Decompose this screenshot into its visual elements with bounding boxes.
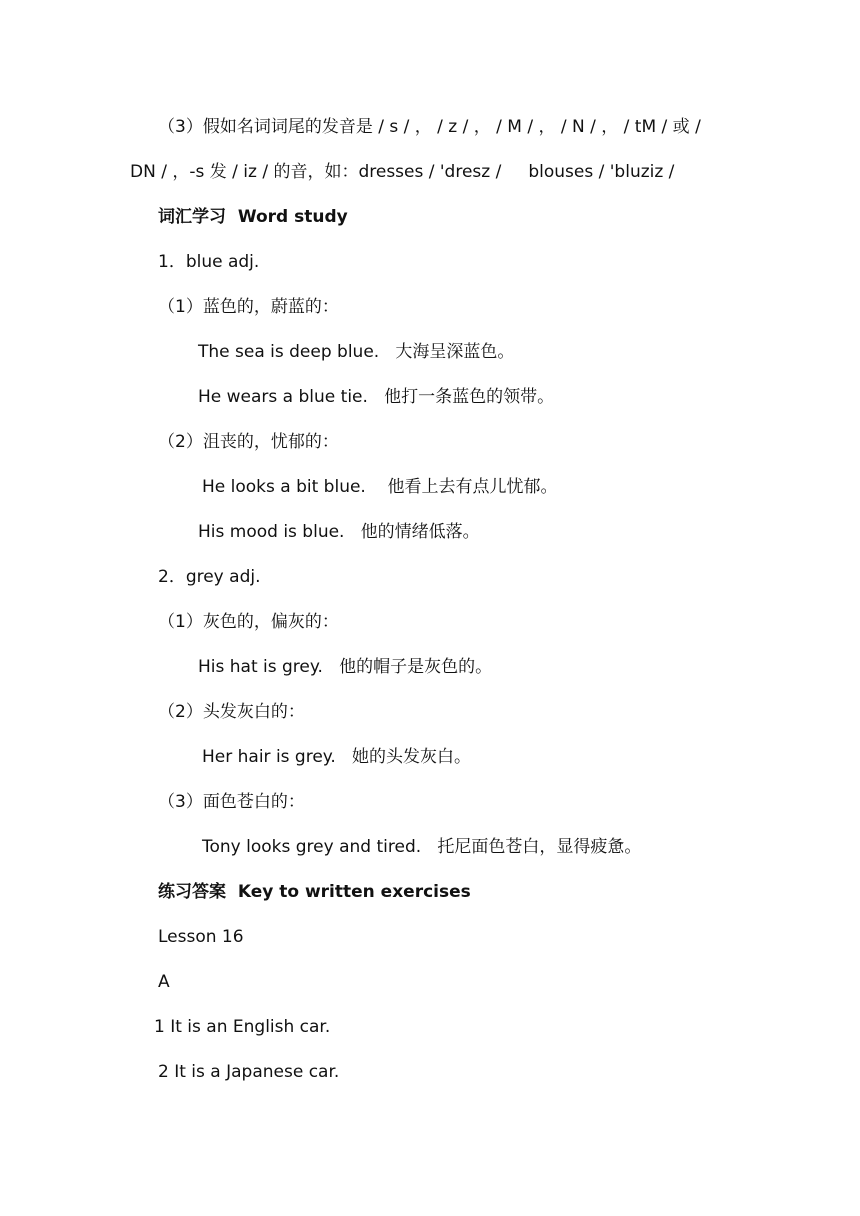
rule-3-text-line-2: DN / ，-s 发 / iz / 的音，如：dresses / 'dresz / blouses / 'bluziz / bbox=[130, 162, 675, 182]
blue-example-2: He wears a blue tie. 他打一条蓝色的领带。 bbox=[198, 387, 555, 407]
rule-3-text-line-1: （3）假如名词词尾的发音是 / s / ， / z / ， / M / ， / N / ， / tM / 或 / bbox=[158, 117, 701, 137]
answer-1: 1 It is an English car. bbox=[154, 1017, 331, 1037]
grey-example-3: Tony looks grey and tired. 托尼面色苍白，显得疲惫。 bbox=[202, 837, 642, 857]
blue-example-1: The sea is deep blue. 大海呈深蓝色。 bbox=[198, 342, 515, 362]
blue-sense-2: （2）沮丧的，忧郁的： bbox=[158, 432, 339, 452]
answer-2: 2 It is a Japanese car. bbox=[158, 1062, 340, 1082]
blue-example-4: His mood is blue. 他的情绪低落。 bbox=[198, 522, 480, 542]
section-heading-key: 练习答案 Key to written exercises bbox=[158, 882, 471, 902]
section-a-label: A bbox=[158, 972, 170, 992]
section-heading-word-study: 词汇学习 Word study bbox=[158, 207, 348, 227]
grey-sense-1: （1）灰色的，偏灰的： bbox=[158, 612, 339, 632]
blue-example-3: He looks a bit blue. 他看上去有点儿忧郁。 bbox=[202, 477, 558, 497]
entry-blue: 1．blue adj. bbox=[158, 252, 260, 272]
grey-example-2: Her hair is grey. 她的头发灰白。 bbox=[202, 747, 472, 767]
blue-sense-1: （1）蓝色的，蔚蓝的： bbox=[158, 297, 339, 317]
grey-example-1: His hat is grey. 他的帽子是灰色的。 bbox=[198, 657, 493, 677]
lesson-label: Lesson 16 bbox=[158, 927, 244, 947]
grey-sense-2: （2）头发灰白的： bbox=[158, 702, 305, 722]
grey-sense-3: （3）面色苍白的： bbox=[158, 792, 305, 812]
entry-grey: 2．grey adj. bbox=[158, 567, 261, 587]
